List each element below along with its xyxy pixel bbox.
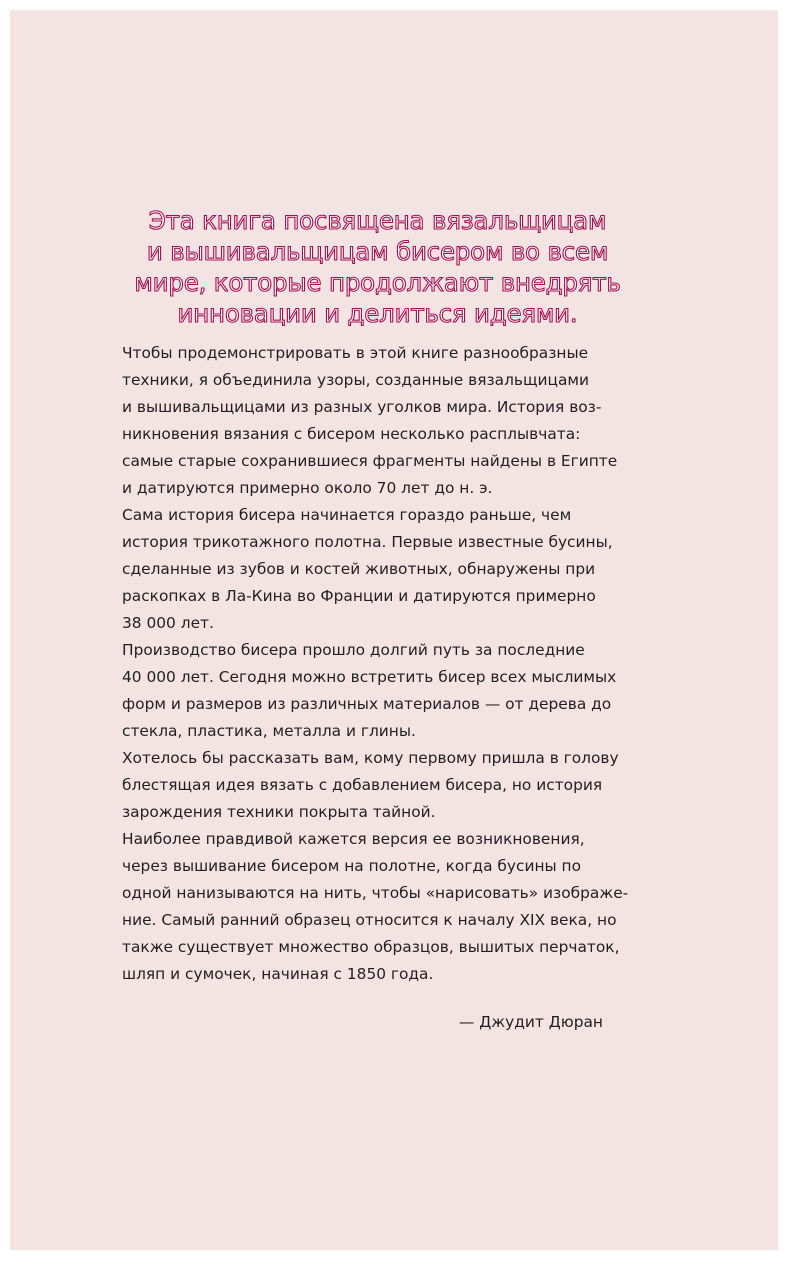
text-line: самые старые сохранившиеся фрагменты найдены в Египте [122,452,618,470]
dedication-line: инновации и делиться идеями. [177,299,578,328]
text-line: 40 000 лет. Сегодня можно встретить бисер всех мыслимых [122,668,617,686]
text-line: ние. Самый ранний образец относится к началу XIX века, но [122,911,617,929]
text-line: одной нанизываются на нить, чтобы «нарисовать» изображе- [122,884,629,902]
text-line: зарождения техники покрыта тайной. [122,803,436,821]
text-line: блестящая идея вязать с добавлением бисера, но история [122,776,603,794]
dedication [10,205,745,329]
text-line: и вышивальщицами из разных уголков мира. История воз- [122,398,602,416]
text-line: Наиболее правдивой кажется версия ее возникновения, [122,830,585,848]
text-line: Чтобы продемонстрировать в этой книге разнообразные [122,344,589,362]
foreword-text [122,340,652,988]
dedication-line: и вышивальщицам бисером во всем [146,237,609,266]
text-line: шляп и сумочек, начиная с 1850 года. [122,965,434,983]
dedication-line: Эта книга посвящена вязальщицам [148,206,607,235]
book-page [10,10,778,1250]
text-line: также существует множество образцов, вышитых перчаток, [122,938,620,956]
text-line: Хотелось бы рассказать вам, кому первому пришла в голову [122,749,619,767]
text-line: форм и размеров из различных материалов — от дерева до [122,695,612,713]
text-line: Производство бисера прошло долгий путь за последние [122,641,585,659]
text-line: 38 000 лет. [122,614,214,632]
dedication-line: мире, которые продолжают внедрять [134,268,621,297]
text-line: и датируются примерно около 70 лет до н. э. [122,479,493,497]
text-line: техники, я объединила узоры, созданные вязальщицами [122,371,590,389]
text-line: раскопках в Ла-Кина во Франции и датируются примерно [122,587,596,605]
text-line: через вышивание бисером на полотне, когда бусины по [122,857,582,875]
text-line: Сама история бисера начинается гораздо раньше, чем [122,506,572,524]
author-signature: — Джудит Дюран [458,1013,603,1031]
text-line: стекла, пластика, металла и глины. [122,722,416,740]
text-line: никновения вязания с бисером несколько расплывчата: [122,425,581,443]
text-line: история трикотажного полотна. Первые известные бусины, [122,533,613,551]
text-line: сделанные из зубов и костей животных, обнаружены при [122,560,596,578]
